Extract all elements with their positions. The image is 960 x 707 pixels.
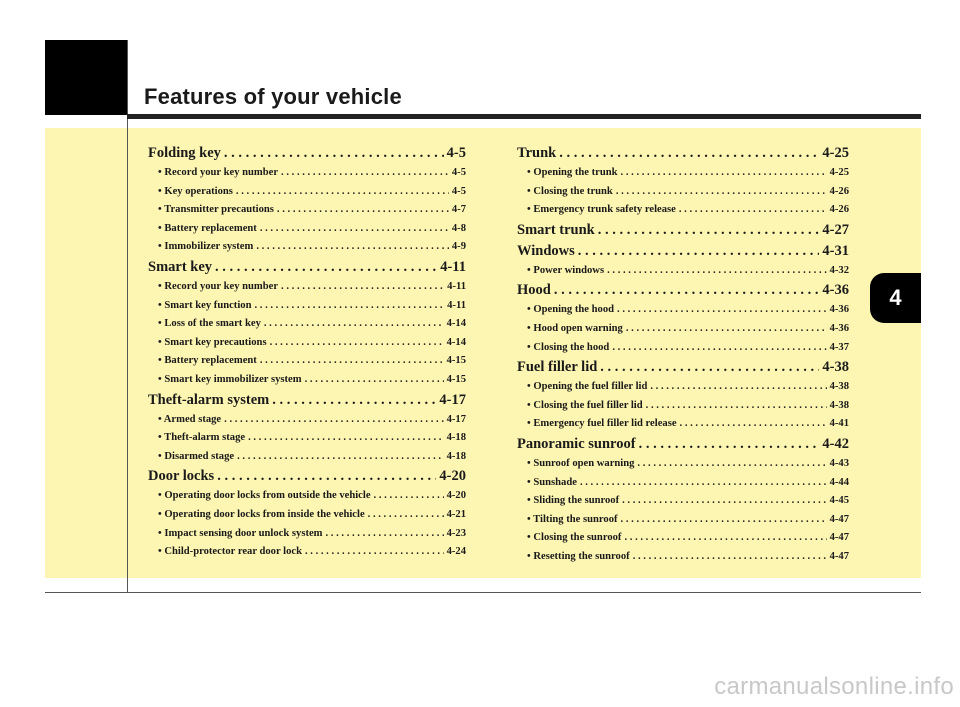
dot-leader [272,390,436,411]
toc-subsection[interactable] [517,201,849,220]
toc-entry-label: • Theft-alarm stage [158,432,246,444]
bottom-rule [45,592,921,593]
dot-leader [374,487,444,506]
toc-section[interactable] [517,143,849,164]
toc-entry-page: 4-14 [446,318,466,330]
dot-leader [621,511,827,530]
toc-entry-page: 4-38 [829,381,849,393]
toc-entry-label: • Smart key precautions [158,336,267,348]
toc-entry-page: 4-36 [829,304,849,316]
dot-leader [326,525,444,544]
toc-entry-page: 4-7 [451,204,466,216]
toc-entry-page: 4-26 [829,204,849,216]
toc-entry-page: 4-25 [822,145,849,161]
toc-entry-page: 4-5 [451,185,466,197]
dot-leader [639,434,820,455]
dot-leader [598,220,820,241]
dot-leader [305,543,444,562]
toc-entry-page: 4-25 [829,167,849,178]
chapter-tab[interactable]: 4 [870,273,921,323]
toc-entry-page: 4-14 [446,336,466,348]
dot-leader [248,429,444,448]
toc-entry-label: • Record your key number [158,280,279,292]
toc-entry-page: 4-11 [447,280,466,292]
toc-entry-page: 4-5 [446,145,466,161]
toc-subsection[interactable] [517,548,849,567]
toc-section[interactable] [148,390,466,411]
dot-leader [217,466,436,487]
header-rule [127,114,921,119]
dot-leader [237,448,443,467]
toc-entry-page: 4-24 [446,546,466,558]
toc-entry-page: 4-31 [822,242,849,259]
dot-leader [281,164,449,183]
toc-section[interactable] [517,357,849,378]
toc-entry-label: • Child-protector rear door lock [158,546,302,558]
dot-leader [260,352,444,371]
toc-entry-page: 4-47 [829,550,849,562]
toc-subsection[interactable] [517,301,849,320]
dot-leader [554,280,820,301]
toc-entry-page: 4-21 [446,508,466,520]
toc-subsection[interactable] [517,378,849,397]
toc-subsection[interactable] [148,448,466,467]
dot-leader [626,320,827,339]
toc-subsection[interactable] [148,487,466,506]
dot-leader [264,315,444,334]
toc-entry-label: • Closing the trunk [527,185,613,197]
toc-subsection[interactable] [148,352,466,371]
dot-leader [600,357,819,378]
toc-entry-page: 4-42 [822,435,849,452]
toc-entry-page: 4-5 [451,167,466,178]
toc-entry-label: • Battery replacement [158,222,257,234]
toc-subsection[interactable] [148,334,466,353]
toc-entry-page: 4-26 [829,185,849,197]
toc-subsection[interactable] [148,315,466,334]
toc-entry-label: • Disarmed stage [158,450,235,462]
header-corner-block [45,40,127,115]
toc-entry-label: • Closing the hood [527,341,610,353]
toc-subsection[interactable] [517,320,849,339]
toc-subsection[interactable] [148,278,466,297]
dot-leader [617,301,827,320]
toc-entry-page: 4-15 [446,373,466,385]
toc-entry-label: • Operating door locks from outside the vehicle [158,490,371,502]
toc-entry-label: • Armed stage [158,413,222,425]
toc-entry-page: 4-17 [446,413,466,425]
toc-subsection[interactable] [148,411,466,430]
toc-entry-label: • Immobilizer system [158,241,254,253]
toc-entry-label: • Closing the sunroof [527,532,622,544]
dot-leader [633,548,827,567]
dot-leader [256,238,449,257]
dot-leader [368,506,444,525]
toc-entry-page: 4-38 [829,399,849,411]
dot-leader [236,183,449,202]
toc-entry-page: 4-18 [446,450,466,462]
toc-entry-page: 4-36 [822,282,849,299]
dot-leader [650,378,826,397]
vertical-rule [127,40,128,593]
dot-leader [215,257,437,278]
toc-entry-label: • Impact sensing door unlock system [158,527,323,539]
toc-left-column [148,143,466,562]
dot-leader [270,334,444,353]
toc-section[interactable] [148,143,466,164]
toc-right-column [517,143,849,567]
toc-section[interactable] [517,220,849,241]
toc-section[interactable] [517,280,849,301]
toc-entry-label: • Emergency fuel filler lid release [527,418,677,430]
toc-subsection[interactable] [517,262,849,281]
toc-entry-label: Windows [517,242,575,259]
toc-subsection[interactable] [148,506,466,525]
toc-subsection[interactable] [148,220,466,239]
watermark: carmanualsonline.info [714,673,954,700]
toc-entry-page: 4-47 [829,513,849,525]
toc-entry-page: 4-45 [829,495,849,507]
toc-section[interactable] [148,257,466,278]
toc-entry-page: 4-11 [447,299,466,311]
toc-entry-label: • Record your key number [158,167,279,178]
toc-entry-page: 4-38 [822,359,849,376]
toc-entry-page: 4-44 [829,476,849,488]
toc-entry-label: • Key operations [158,185,233,197]
dot-leader [578,241,820,262]
toc-entry-label: • Opening the hood [527,304,615,316]
toc-entry-label: • Resetting the sunroof [527,550,630,562]
toc-entry-label: Door locks [148,468,215,485]
toc-entry-page: 4-9 [451,241,466,253]
toc-section[interactable] [517,241,849,262]
toc-entry-label: • Opening the fuel filler lid [527,381,648,393]
toc-entry-page: 4-43 [829,457,849,469]
dot-leader [224,411,443,430]
toc-entry-label: • Sunroof open warning [527,457,635,469]
toc-entry-page: 4-27 [822,221,849,238]
dot-leader [305,371,444,390]
toc-entry-label: • Closing the fuel filler lid [527,399,643,411]
toc-entry-label: Folding key [148,145,221,161]
toc-subsection[interactable] [517,183,849,202]
dot-leader [580,474,827,493]
dot-leader [254,297,444,316]
toc-entry-label: Theft-alarm system [148,391,270,408]
toc-entry-label: • Tilting the sunroof [527,513,618,525]
toc-subsection[interactable] [148,429,466,448]
toc-entry-label: Fuel filler lid [517,359,598,376]
toc-entry-page: 4-15 [446,355,466,367]
toc-entry-label: • Loss of the smart key [158,318,261,330]
toc-subsection[interactable] [517,455,849,474]
toc-subsection[interactable] [517,492,849,511]
toc-section[interactable] [148,466,466,487]
toc-entry-label: • Opening the trunk [527,167,618,178]
toc-subsection[interactable] [517,397,849,416]
dot-leader [624,529,826,548]
toc-subsection[interactable] [517,415,849,434]
toc-entry-label: • Battery replacement [158,355,257,367]
dot-leader [646,397,827,416]
toc-entry-page: 4-41 [829,418,849,430]
dot-leader [616,183,827,202]
toc-entry-label: • Smart key immobilizer system [158,373,302,385]
toc-entry-page: 4-36 [829,322,849,334]
toc-entry-page: 4-37 [829,341,849,353]
page-title: Features of your vehicle [144,84,402,109]
dot-leader [607,262,826,281]
toc-entry-label: Smart key [148,258,213,275]
dot-leader [680,415,827,434]
toc-subsection[interactable] [148,183,466,202]
toc-entry-label: Trunk [517,145,557,161]
dot-leader [622,492,826,511]
toc-entry-page: 4-32 [829,264,849,276]
toc-subsection[interactable] [148,297,466,316]
toc-subsection[interactable] [517,474,849,493]
toc-entry-page: 4-18 [446,432,466,444]
dot-leader [621,164,827,183]
toc-entry-label: • Smart key function [158,299,252,311]
dot-leader [679,201,827,220]
dot-leader [559,143,819,164]
toc-entry-page: 4-8 [451,222,466,234]
toc-entry-page: 4-11 [440,258,466,275]
toc-subsection[interactable] [517,511,849,530]
toc-subsection[interactable] [148,201,466,220]
toc-subsection[interactable] [148,238,466,257]
dot-leader [612,339,826,358]
toc-entry-page: 4-23 [446,527,466,539]
toc-entry-label: • Power windows [527,264,605,276]
dot-leader [260,220,449,239]
toc-entry-page: 4-17 [439,391,466,408]
dot-leader [277,201,449,220]
toc-entry-page: 4-47 [829,532,849,544]
dot-leader [281,278,444,297]
dot-leader [637,455,826,474]
toc-subsection[interactable] [148,543,466,562]
dot-leader [224,143,444,164]
toc-entry-label: • Hood open warning [527,322,623,334]
toc-subsection[interactable] [148,371,466,390]
toc-subsection[interactable] [517,339,849,358]
toc-entry-label: • Transmitter precautions [158,204,274,216]
toc-entry-page: 4-20 [439,468,466,485]
toc-entry-label: • Operating door locks from inside the vehicle [158,508,365,520]
toc-entry-label: Hood [517,282,551,299]
toc-subsection[interactable] [148,525,466,544]
toc-subsection[interactable] [517,529,849,548]
toc-entry-label: • Sliding the sunroof [527,495,620,507]
toc-entry-label: Smart trunk [517,221,595,238]
toc-entry-label: Panoramic sunroof [517,435,636,452]
toc-entry-label: • Sunshade [527,476,577,488]
toc-subsection[interactable] [517,164,849,183]
toc-section[interactable] [517,434,849,455]
toc-entry-label: • Emergency trunk safety release [527,204,676,216]
toc-entry-page: 4-20 [446,490,466,502]
toc-subsection[interactable] [148,164,466,183]
